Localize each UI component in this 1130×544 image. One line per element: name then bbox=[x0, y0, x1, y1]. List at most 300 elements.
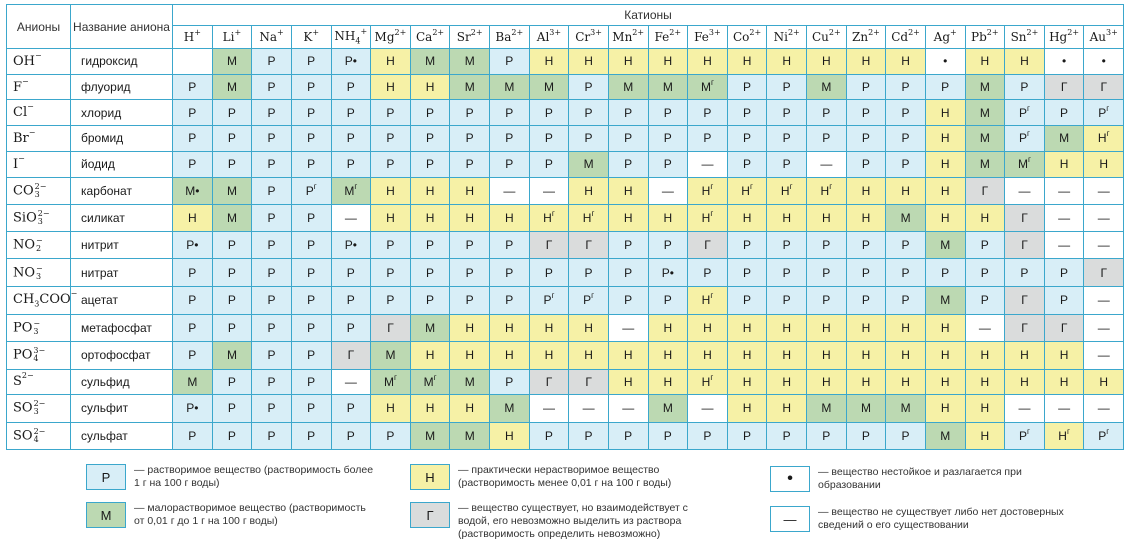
solubility-cell: Н bbox=[569, 314, 609, 341]
legend-item bbox=[410, 502, 698, 541]
solubility-cell: Р bbox=[252, 74, 292, 100]
anion-formula-base: F bbox=[13, 79, 23, 95]
solubility-cell: Н bbox=[767, 49, 807, 75]
solubility-cell: Р bbox=[807, 422, 847, 449]
anion-name: хлорид bbox=[71, 100, 173, 126]
solubility-cell: М bbox=[490, 395, 530, 422]
solubility-cell: Р bbox=[608, 100, 648, 126]
solubility-cell: $Н^г$ bbox=[688, 177, 728, 204]
solubility-cell: $Н^г$ bbox=[529, 204, 569, 231]
anion-formula-base: SO bbox=[13, 400, 33, 416]
anion-subscript: 3 bbox=[33, 407, 39, 417]
solubility-cell: Г bbox=[569, 232, 609, 259]
anion-formula bbox=[7, 49, 71, 75]
solubility-cell: $Р^г$ bbox=[569, 286, 609, 314]
solubility-cell: Р bbox=[767, 286, 807, 314]
solubility-cell: Н bbox=[410, 395, 450, 422]
solubility-cell: Р bbox=[212, 422, 252, 449]
cation-charge: 2+ bbox=[908, 28, 920, 37]
solubility-cell: Н bbox=[450, 314, 490, 341]
solubility-cell: Н bbox=[608, 49, 648, 75]
solubility-cell: — bbox=[1044, 395, 1084, 422]
solubility-cell: Н bbox=[925, 100, 965, 126]
solubility-cell: Н bbox=[846, 369, 886, 395]
solubility-cell: Н bbox=[410, 342, 450, 369]
cation-charge: + bbox=[950, 28, 957, 37]
cation-charge: 2+ bbox=[470, 28, 483, 37]
solubility-cell: Р bbox=[371, 422, 411, 449]
solubility-cell: Р bbox=[925, 259, 965, 286]
solubility-cell: Н bbox=[1044, 342, 1084, 369]
solubility-cell: Н bbox=[1005, 369, 1045, 395]
solubility-cell: Н bbox=[727, 342, 767, 369]
solubility-cell: Р bbox=[886, 286, 926, 314]
solubility-cell: Р bbox=[212, 286, 252, 314]
solubility-cell: $Н^г$ bbox=[688, 286, 728, 314]
solubility-cell: Н bbox=[965, 204, 1005, 231]
anion-formula bbox=[7, 314, 71, 341]
cation-header bbox=[648, 26, 688, 49]
solubility-cell: Н bbox=[767, 314, 807, 341]
solubility-cell: Р bbox=[688, 100, 728, 126]
solubility-cell: Н bbox=[965, 395, 1005, 422]
solubility-cell: Н bbox=[490, 422, 530, 449]
cation-header bbox=[291, 26, 331, 49]
cation-header bbox=[886, 26, 926, 49]
solubility-cell: Н bbox=[371, 204, 411, 231]
cation-header bbox=[1044, 26, 1084, 49]
solubility-cell: Р bbox=[490, 151, 530, 177]
solubility-cell: Р bbox=[807, 232, 847, 259]
solubility-cell: Н bbox=[886, 177, 926, 204]
solubility-cell: Р bbox=[886, 126, 926, 152]
solubility-cell: Н bbox=[965, 49, 1005, 75]
solubility-cell: Н bbox=[450, 204, 490, 231]
solubility-cell: $Р^г$ bbox=[291, 177, 331, 204]
solubility-cell: М bbox=[173, 369, 213, 395]
solubility-cell: Р bbox=[331, 74, 371, 100]
cation-symbol: H bbox=[183, 30, 195, 44]
solubility-cell: — bbox=[331, 369, 371, 395]
solubility-cell: Р bbox=[252, 395, 292, 422]
solubility-cell: Н bbox=[490, 342, 530, 369]
cation-symbol: Mn bbox=[612, 30, 633, 44]
solubility-cell: — bbox=[1084, 232, 1124, 259]
solubility-cell: Н bbox=[925, 314, 965, 341]
solubility-cell: Р• bbox=[173, 232, 213, 259]
solubility-cell: Р bbox=[608, 126, 648, 152]
cation-header bbox=[965, 26, 1005, 49]
solubility-cell: Р bbox=[1044, 286, 1084, 314]
cation-charge: + bbox=[277, 28, 284, 37]
anion-formula-base: NO bbox=[13, 265, 36, 281]
solubility-cell: Р bbox=[212, 395, 252, 422]
solubility-cell: Р bbox=[212, 126, 252, 152]
anion-name: сульфит bbox=[71, 395, 173, 422]
solubility-cell: Р bbox=[767, 74, 807, 100]
solubility-cell: Г bbox=[1005, 286, 1045, 314]
anion-name: бромид bbox=[71, 126, 173, 152]
anion-row bbox=[7, 49, 1124, 75]
anion-subscript: 2 bbox=[36, 244, 42, 254]
solubility-cell: М bbox=[648, 74, 688, 100]
anion-subscript: 3 bbox=[34, 299, 40, 309]
solubility-cell: Н bbox=[1005, 49, 1045, 75]
solubility-cell: Н bbox=[450, 342, 490, 369]
cation-charge: + bbox=[234, 28, 242, 37]
anion-subscript: 3 bbox=[36, 271, 42, 281]
solubility-cell: Р bbox=[727, 74, 767, 100]
cation-header bbox=[371, 26, 411, 49]
solubility-cell: — bbox=[648, 177, 688, 204]
solubility-cell: $М^г$ bbox=[410, 369, 450, 395]
solubility-cell: Р bbox=[331, 259, 371, 286]
solubility-cell: Р bbox=[886, 74, 926, 100]
solubility-cell: Р bbox=[886, 151, 926, 177]
cation-symbol: Cd bbox=[891, 30, 909, 44]
solubility-cell: М bbox=[648, 395, 688, 422]
solubility-cell: Р bbox=[490, 232, 530, 259]
anion-formula-base: Cl bbox=[13, 105, 28, 121]
anion-subscript: 4 bbox=[33, 434, 39, 444]
cation-charge: 3+ bbox=[549, 28, 562, 37]
solubility-cell: Р bbox=[173, 314, 213, 341]
cation-symbol: Mg bbox=[374, 30, 395, 44]
anion-formula-base: OH bbox=[13, 53, 35, 69]
cation-symbol: Sn bbox=[1010, 30, 1027, 44]
solubility-cell: Р bbox=[450, 232, 490, 259]
solubility-cell: Н bbox=[925, 395, 965, 422]
solubility-cell: Р bbox=[173, 422, 213, 449]
cation-header bbox=[807, 26, 847, 49]
solubility-cell: $Н^г$ bbox=[1084, 126, 1124, 152]
anion-charge: − bbox=[27, 102, 34, 112]
solubility-cell: $Р^г$ bbox=[529, 286, 569, 314]
solubility-cell: Р bbox=[490, 259, 530, 286]
header-row bbox=[7, 5, 1124, 26]
anion-formula bbox=[7, 100, 71, 126]
anion-name: йодид bbox=[71, 151, 173, 177]
anion-formula bbox=[7, 286, 78, 314]
anion-charge: − bbox=[18, 153, 25, 163]
anion-row bbox=[7, 126, 1124, 152]
cation-symbol: Au bbox=[1089, 30, 1106, 44]
solubility-cell: Н bbox=[371, 177, 411, 204]
anion-formula bbox=[7, 342, 71, 369]
solubility-cell: Н bbox=[965, 369, 1005, 395]
solubility-cell: Н bbox=[807, 314, 847, 341]
solubility-cell: Р bbox=[727, 151, 767, 177]
solubility-cell: Р bbox=[727, 286, 767, 314]
solubility-cell: М bbox=[886, 204, 926, 231]
solubility-cell: Р bbox=[450, 151, 490, 177]
anion-sub-sup bbox=[34, 428, 46, 444]
solubility-cell: Р bbox=[212, 259, 252, 286]
solubility-cell: $Н^г$ bbox=[767, 177, 807, 204]
anion-row bbox=[7, 232, 1124, 259]
solubility-cell: Н bbox=[569, 342, 609, 369]
solubility-cell: Р bbox=[569, 74, 609, 100]
solubility-cell: Н bbox=[173, 204, 213, 231]
solubility-cell: Р bbox=[173, 74, 213, 100]
cation-symbol: Cu bbox=[811, 30, 829, 44]
solubility-cell: Г bbox=[965, 177, 1005, 204]
solubility-cell: — bbox=[688, 395, 728, 422]
solubility-cell: Р bbox=[490, 100, 530, 126]
solubility-cell: Г bbox=[1044, 314, 1084, 341]
solubility-cell: Р bbox=[331, 314, 371, 341]
cation-charge: 3+ bbox=[708, 28, 721, 37]
anion-formula bbox=[7, 177, 71, 204]
cation-header bbox=[410, 26, 450, 49]
cation-header bbox=[767, 26, 807, 49]
solubility-cell: Р bbox=[648, 232, 688, 259]
solubility-cell: Р bbox=[252, 422, 292, 449]
cation-charge: 2+ bbox=[787, 28, 800, 37]
solubility-cell: Р bbox=[173, 342, 213, 369]
solubility-cell: М bbox=[569, 151, 609, 177]
solubility-cell: Р bbox=[331, 100, 371, 126]
solubility-cell: М bbox=[371, 342, 411, 369]
cation-header bbox=[608, 26, 648, 49]
anion-charge: 2− bbox=[21, 371, 34, 381]
solubility-cell: Р bbox=[727, 100, 767, 126]
anion-name: метафосфат bbox=[71, 314, 173, 341]
solubility-cell: Р bbox=[371, 126, 411, 152]
solubility-cell: Г bbox=[371, 314, 411, 341]
anion-name: гидроксид bbox=[71, 49, 173, 75]
cation-header bbox=[1005, 26, 1045, 49]
solubility-cell: М bbox=[807, 395, 847, 422]
solubility-cell: Н bbox=[608, 177, 648, 204]
solubility-cell: Р bbox=[410, 151, 450, 177]
solubility-cell: Г bbox=[1005, 314, 1045, 341]
cation-charge: + bbox=[360, 26, 368, 36]
legend-item bbox=[770, 466, 1078, 492]
solubility-cell: Р bbox=[291, 369, 331, 395]
solubility-cell: — bbox=[1084, 286, 1124, 314]
solubility-cell: Р bbox=[291, 314, 331, 341]
solubility-cell: Н bbox=[490, 204, 530, 231]
solubility-cell: Р bbox=[212, 369, 252, 395]
solubility-cell: Н bbox=[490, 314, 530, 341]
solubility-cell: $Р^г$ bbox=[1005, 422, 1045, 449]
anion-formula bbox=[7, 151, 71, 177]
solubility-cell: Р bbox=[846, 259, 886, 286]
solubility-cell: Р bbox=[569, 422, 609, 449]
solubility-cell: Р bbox=[252, 232, 292, 259]
solubility-cell: Н bbox=[569, 177, 609, 204]
solubility-cell: $Н^г$ bbox=[688, 204, 728, 231]
legend-text: — вещество нестойкое и разлагается при образовании bbox=[818, 466, 1022, 491]
solubility-cell: Р bbox=[291, 126, 331, 152]
solubility-cell: Р• bbox=[331, 232, 371, 259]
anion-formula-base: Br bbox=[13, 130, 29, 146]
solubility-cell: Р bbox=[331, 286, 371, 314]
solubility-cell: Р bbox=[450, 126, 490, 152]
legend-swatch: М bbox=[86, 502, 126, 528]
solubility-cell: $М^г$ bbox=[371, 369, 411, 395]
anion-sub-sup bbox=[34, 400, 46, 416]
solubility-cell: Р bbox=[688, 126, 728, 152]
solubility-cell: Р bbox=[173, 286, 213, 314]
solubility-cell: Р bbox=[490, 126, 530, 152]
solubility-cell: Н bbox=[608, 204, 648, 231]
solubility-cell: Р bbox=[767, 100, 807, 126]
anion-row bbox=[7, 342, 1124, 369]
cation-header bbox=[490, 26, 530, 49]
solubility-cell: Р bbox=[807, 126, 847, 152]
solubility-cell: М bbox=[846, 395, 886, 422]
anion-formula-tail: COO bbox=[39, 292, 71, 308]
solubility-cell: Н bbox=[1044, 151, 1084, 177]
anion-subscript: 4 bbox=[33, 354, 39, 364]
solubility-cell: Р bbox=[331, 151, 371, 177]
cation-header bbox=[688, 26, 728, 49]
cation-header bbox=[450, 26, 490, 49]
anion-row bbox=[7, 314, 1124, 341]
solubility-cell: $Р^г$ bbox=[1005, 126, 1045, 152]
solubility-cell: — bbox=[529, 177, 569, 204]
cation-charge: 2+ bbox=[669, 28, 682, 37]
solubility-cell: $Н^г$ bbox=[1044, 422, 1084, 449]
solubility-cell: Р bbox=[965, 286, 1005, 314]
legend-swatch: • bbox=[770, 466, 810, 492]
anion-sub-sup bbox=[38, 210, 50, 226]
solubility-cell: — bbox=[1005, 395, 1045, 422]
cations-header: Катионы bbox=[173, 5, 1124, 26]
solubility-cell: Р bbox=[846, 151, 886, 177]
cation-subscript: 4 bbox=[355, 36, 361, 46]
anion-charge: − bbox=[28, 127, 36, 137]
cation-symbol: Al bbox=[536, 30, 550, 44]
cation-charge: 2+ bbox=[1026, 28, 1039, 37]
solubility-cell: Н bbox=[648, 49, 688, 75]
anion-row bbox=[7, 74, 1124, 100]
solubility-cell: Р bbox=[450, 100, 490, 126]
cation-symbol: Cr bbox=[575, 30, 591, 44]
solubility-cell: Р bbox=[727, 232, 767, 259]
anion-sub-sup bbox=[36, 265, 43, 281]
cation-header bbox=[569, 26, 609, 49]
solubility-cell: Р bbox=[490, 49, 530, 75]
solubility-cell: Н bbox=[1005, 342, 1045, 369]
solubility-cell: Р bbox=[569, 100, 609, 126]
solubility-cell: — bbox=[1005, 177, 1045, 204]
cation-charge: 2+ bbox=[828, 28, 841, 37]
solubility-cell: М bbox=[450, 422, 490, 449]
solubility-cell: Н bbox=[846, 49, 886, 75]
cation-symbol: K bbox=[303, 30, 313, 44]
cation-charge: 2+ bbox=[432, 28, 445, 37]
solubility-cell: $Н^г$ bbox=[688, 369, 728, 395]
cation-charge: 2+ bbox=[394, 28, 407, 37]
cation-symbol: Co bbox=[732, 30, 750, 44]
solubility-cell: — bbox=[807, 151, 847, 177]
cation-charge: 2+ bbox=[749, 28, 762, 37]
solubility-cell: М bbox=[450, 49, 490, 75]
cation-header bbox=[846, 26, 886, 49]
cation-charge: + bbox=[194, 28, 201, 37]
anion-charge: 2− bbox=[34, 181, 47, 191]
anion-formula bbox=[7, 74, 71, 100]
solubility-cell: — bbox=[965, 314, 1005, 341]
solubility-cell: Р bbox=[608, 422, 648, 449]
solubility-cell: Р bbox=[410, 126, 450, 152]
solubility-cell: М bbox=[410, 422, 450, 449]
anion-formula-base: CH bbox=[13, 292, 35, 308]
solubility-cell: Н bbox=[371, 74, 411, 100]
legend-item bbox=[770, 506, 1078, 532]
legend-swatch: Р bbox=[86, 464, 126, 490]
anion-charge: − bbox=[36, 236, 43, 246]
solubility-cell: $Н^г$ bbox=[807, 177, 847, 204]
solubility-cell: Р bbox=[648, 151, 688, 177]
solubility-cell: Н bbox=[410, 204, 450, 231]
cation-charge: 3+ bbox=[590, 28, 602, 37]
anion-name: ацетат bbox=[71, 286, 173, 314]
solubility-cell: Н bbox=[807, 342, 847, 369]
cation-charge: 3+ bbox=[1105, 28, 1118, 37]
anion-subscript: 3 bbox=[33, 327, 39, 337]
solubility-cell: Р bbox=[529, 126, 569, 152]
legend-swatch: Н bbox=[410, 464, 450, 490]
solubility-cell: Н bbox=[648, 314, 688, 341]
solubility-cell: Н bbox=[925, 369, 965, 395]
anion-row bbox=[7, 100, 1124, 126]
solubility-cell: Р bbox=[1044, 100, 1084, 126]
solubility-cell: Н bbox=[925, 151, 965, 177]
solubility-cell: $М^г$ bbox=[331, 177, 371, 204]
solubility-cell: — bbox=[608, 395, 648, 422]
solubility-cell: Г bbox=[569, 369, 609, 395]
anion-formula-base: NO bbox=[13, 237, 36, 253]
solubility-cell: М• bbox=[173, 177, 213, 204]
solubility-cell bbox=[173, 49, 213, 75]
solubility-cell: — bbox=[688, 151, 728, 177]
solubility-cell: Р bbox=[767, 422, 807, 449]
anions-header: Анионы bbox=[7, 5, 71, 49]
solubility-cell: М bbox=[212, 49, 252, 75]
solubility-cell: Р bbox=[648, 126, 688, 152]
solubility-cell: $Р^г$ bbox=[1005, 100, 1045, 126]
solubility-cell: Р bbox=[371, 232, 411, 259]
solubility-cell: Н bbox=[608, 342, 648, 369]
cation-header bbox=[173, 26, 213, 49]
cation-symbol: Ag bbox=[933, 30, 951, 44]
legend-swatch: Г bbox=[410, 502, 450, 528]
solubility-cell: Р bbox=[846, 74, 886, 100]
solubility-cell: Р bbox=[212, 314, 252, 341]
solubility-cell: Р bbox=[846, 100, 886, 126]
solubility-cell: Р bbox=[767, 259, 807, 286]
cation-symbol: Hg bbox=[1049, 30, 1068, 44]
solubility-cell: Г bbox=[1005, 232, 1045, 259]
solubility-cell: Н bbox=[925, 342, 965, 369]
solubility-cell: Р bbox=[925, 74, 965, 100]
solubility-cell: — bbox=[608, 314, 648, 341]
solubility-cell: Н bbox=[807, 49, 847, 75]
solubility-cell: — bbox=[1084, 177, 1124, 204]
solubility-cell: Р bbox=[252, 314, 292, 341]
solubility-cell: Р bbox=[291, 204, 331, 231]
solubility-cell: Р bbox=[569, 259, 609, 286]
solubility-cell: Р bbox=[410, 100, 450, 126]
solubility-cell: Р bbox=[450, 259, 490, 286]
solubility-cell: Г bbox=[1005, 204, 1045, 231]
solubility-cell: Р bbox=[410, 286, 450, 314]
solubility-cell: Р bbox=[291, 100, 331, 126]
